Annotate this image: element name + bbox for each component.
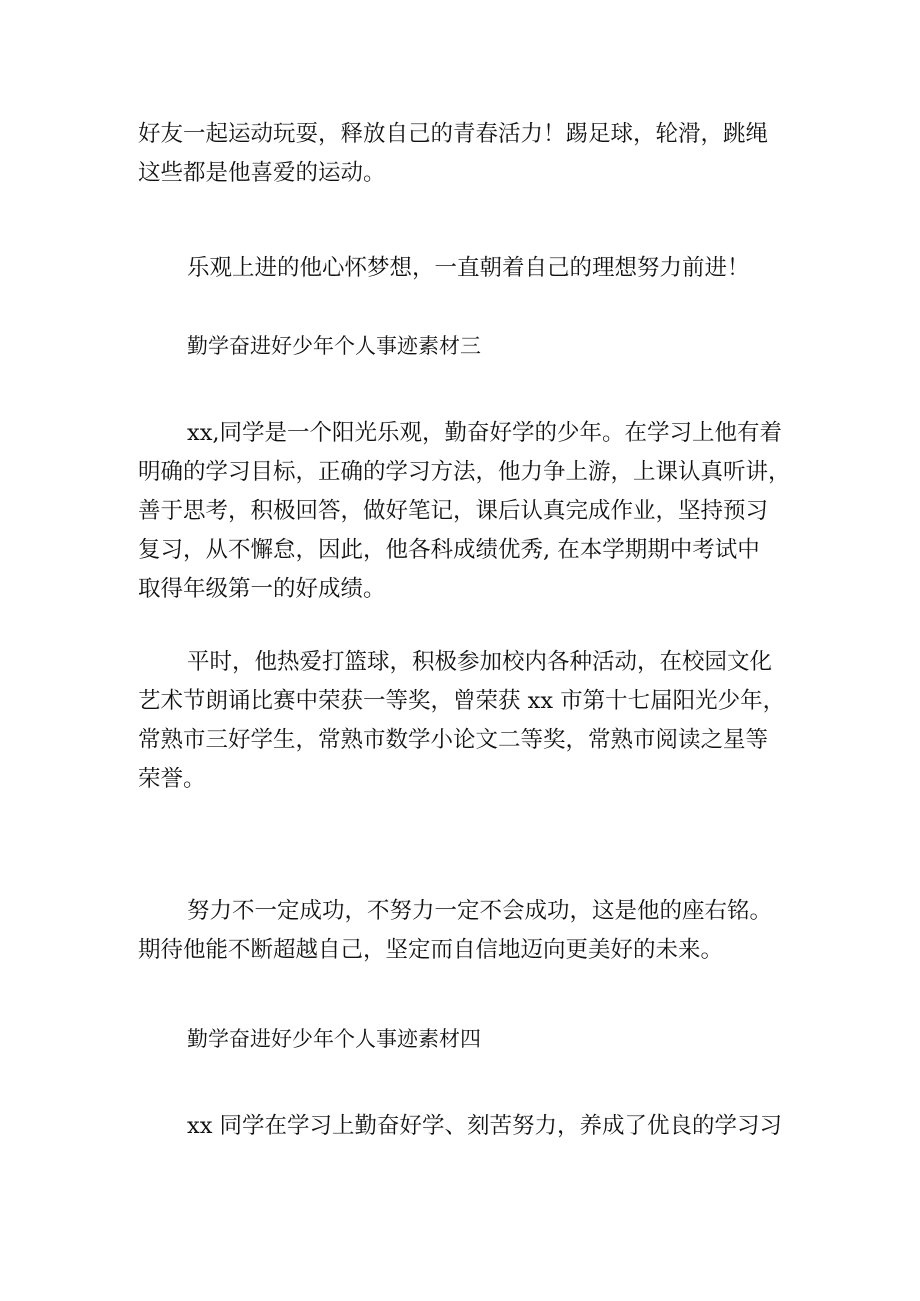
heading-text: 勤学奋进好少年个人事迹素材三	[187, 334, 481, 358]
text-line: 好友一起运动玩耍，释放自己的青春活力！踢足球，轮滑，跳绳	[138, 121, 769, 147]
text-line: xx,同学是一个阳光乐观，勤奋好学的少年。在学习上他有着	[187, 420, 783, 446]
text-line: 荣誉。	[138, 766, 206, 792]
heading-text: 勤学奋进好少年个人事迹素材四	[187, 1027, 481, 1051]
text-line: 善于思考，积极回答，做好笔记，课后认真完成作业，坚持预习	[138, 498, 769, 524]
section-heading	[138, 1020, 798, 1059]
paragraph	[138, 249, 798, 288]
text-line: xx 同学在学习上勤奋好学、刻苦努力，养成了优良的学习习	[187, 1113, 783, 1139]
paragraph	[138, 414, 798, 609]
text-line: 努力不一定成功，不努力一定不会成功，这是他的座右铭。	[187, 898, 773, 924]
paragraph	[138, 892, 798, 970]
text-line: 艺术节朗诵比赛中荣获一等奖，曾荣获 xx 市第十七届阳光少年，	[138, 688, 786, 714]
paragraph	[138, 1107, 798, 1146]
text-line: 取得年级第一的好成绩。	[138, 576, 386, 602]
text-line: 期待他能不断超越自己，坚定而自信地迈向更美好的未来。	[138, 937, 724, 963]
text-line: 复习，从不懈怠，因此，他各科成绩优秀, 在本学期期中考试中	[138, 537, 760, 563]
paragraph	[138, 643, 798, 799]
text-line: 这些都是他喜爱的运动。	[138, 160, 386, 186]
paragraph-continuation	[138, 115, 798, 193]
text-line: 常熟市三好学生，常熟市数学小论文二等奖，常熟市阅读之星等	[138, 727, 769, 753]
section-heading	[138, 327, 798, 366]
text-line: 乐观上进的他心怀梦想，一直朝着自己的理想努力前进！	[187, 255, 750, 281]
text-line: 明确的学习目标，正确的学习方法，他力争上游，上课认真听讲，	[138, 459, 791, 485]
text-line: 平时，他热爱打篮球，积极参加校内各种活动，在校园文化	[187, 649, 773, 675]
